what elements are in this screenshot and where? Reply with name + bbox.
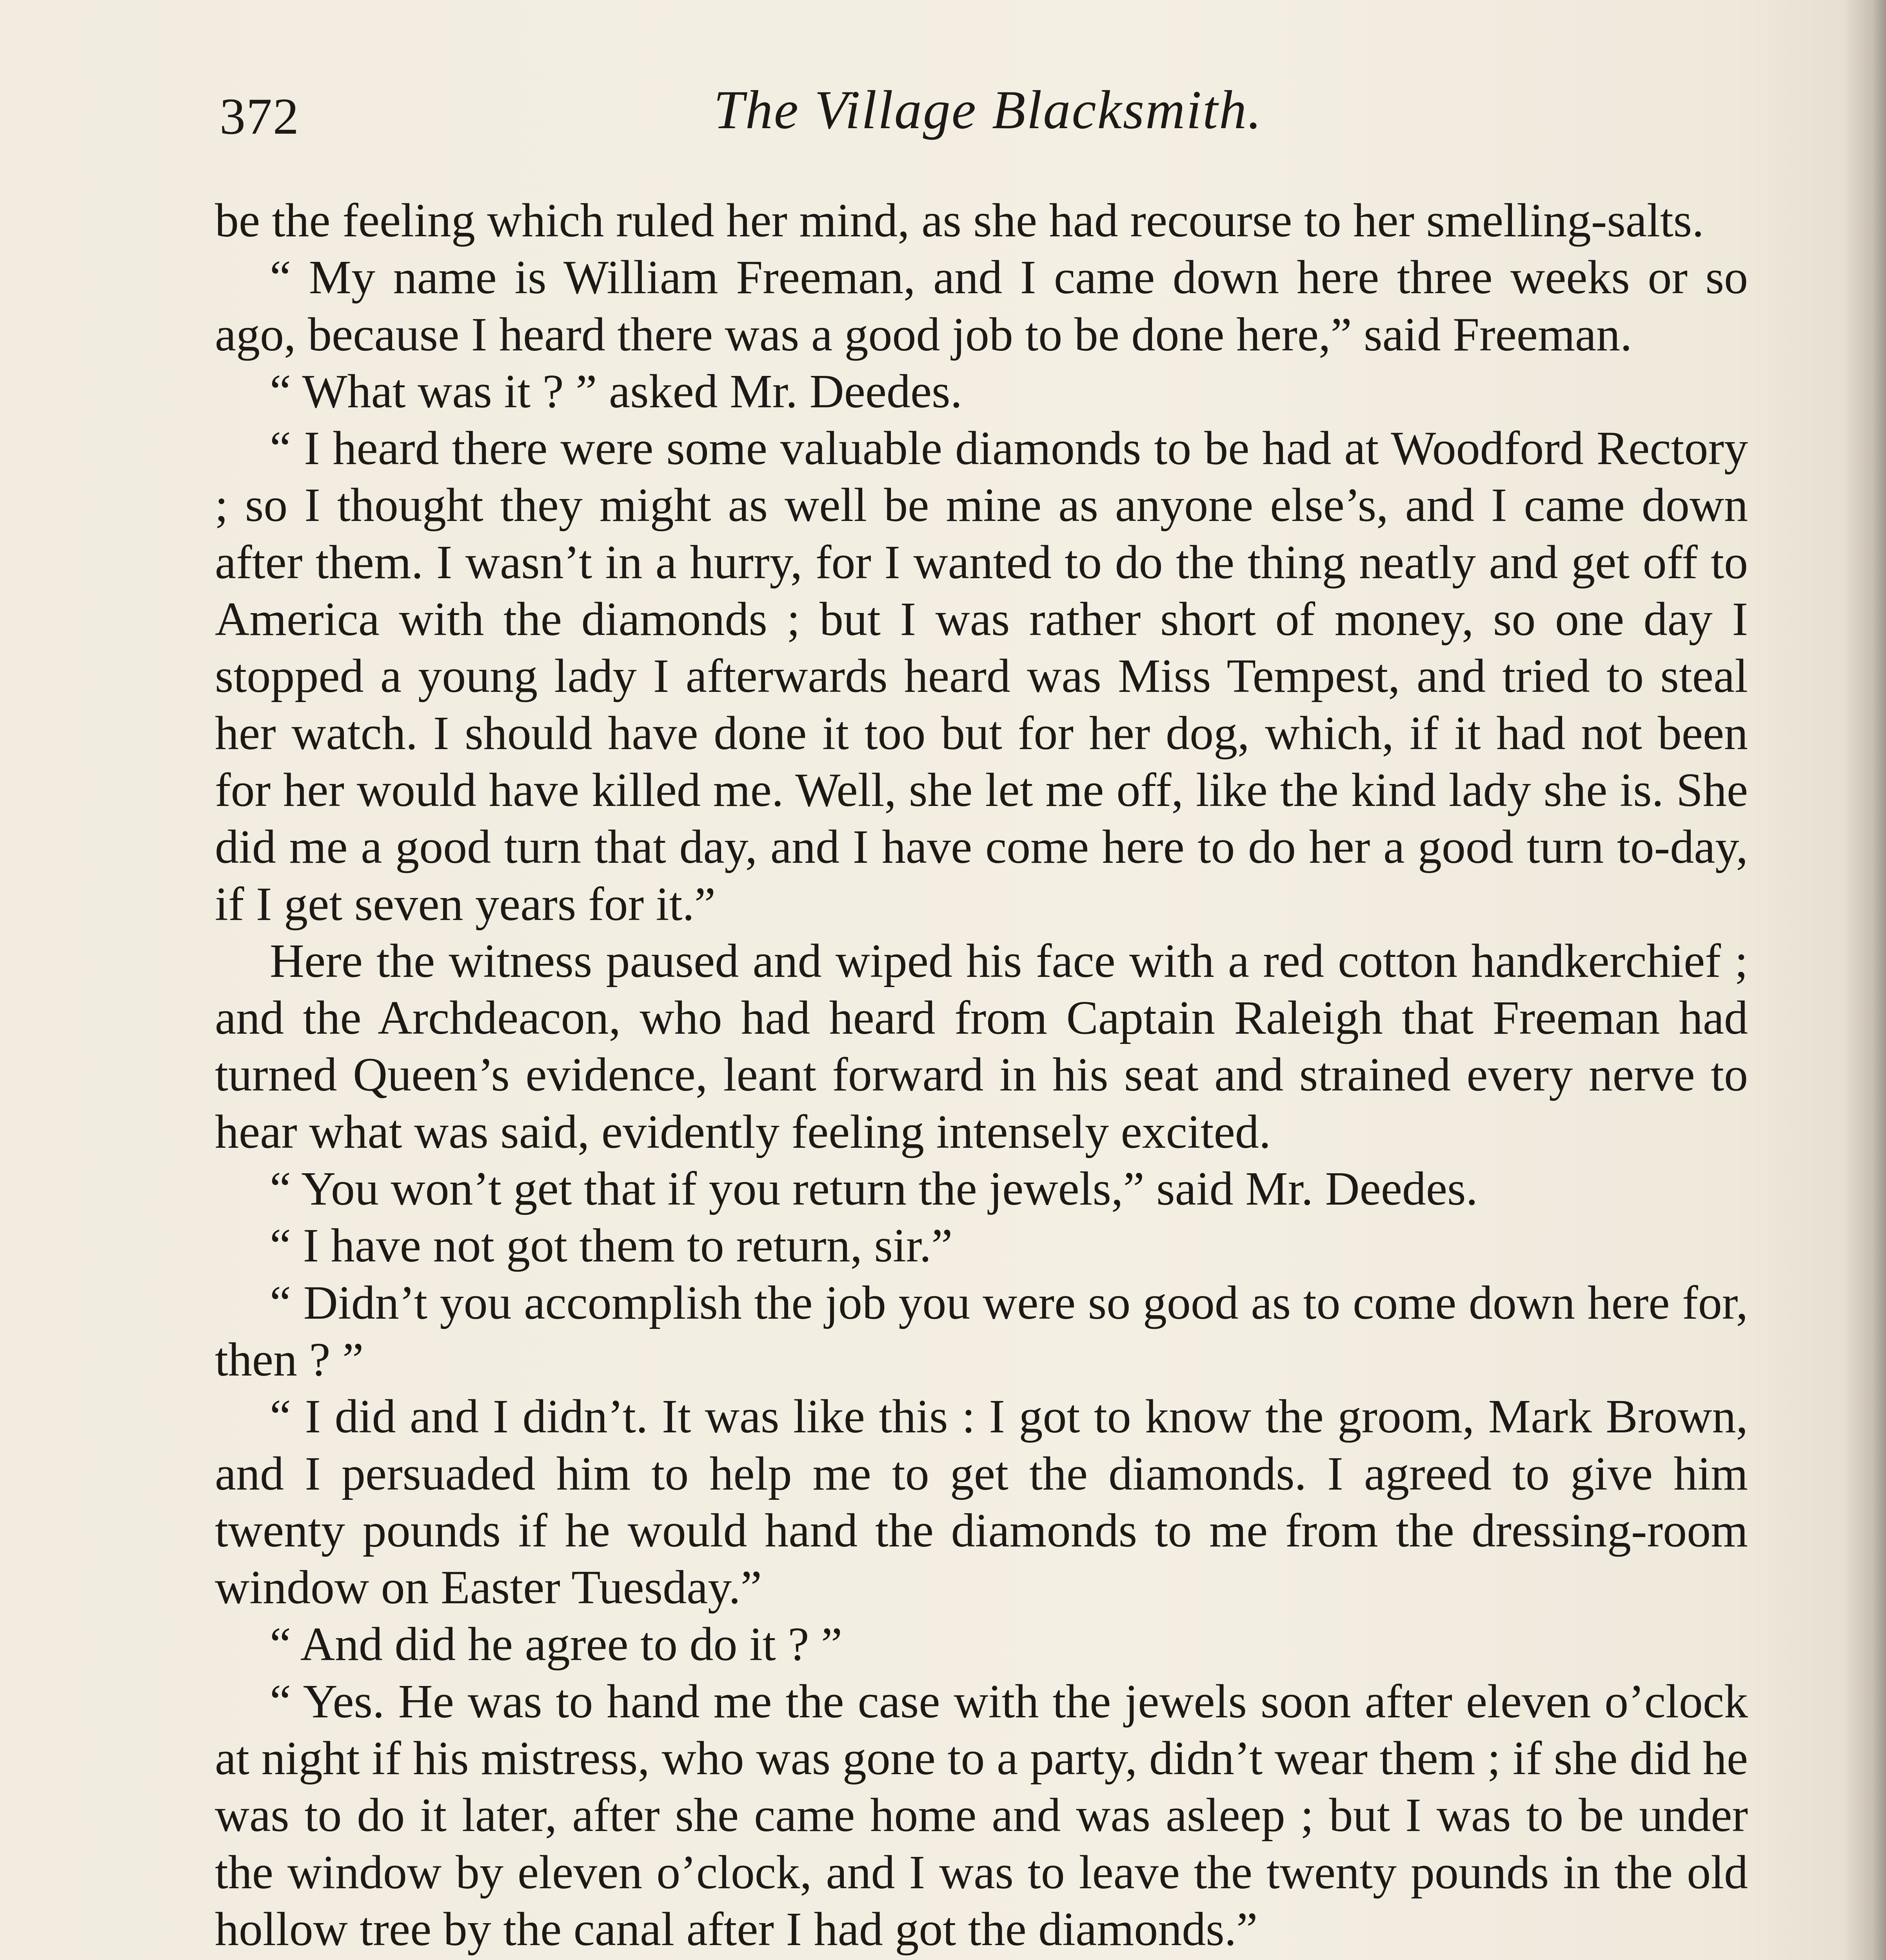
paragraph: “ Yes. He was to hand me the case with the jewels soon after eleven o’clock at night if his mistress, who was gone to a party, didn’t wear them ; if she did he was to do it later, after she came home and was asleep ; but I was to be under the window by eleven o’clock, and I was to leave the twenty pounds in the old hollow tree by the canal after I had got the diamonds.”: [215, 1675, 1748, 1956]
paragraph: “ My name is William Freeman, and I came down here three weeks or so ago, because I heard there was a good job to be done here,” said Freeman.: [215, 251, 1748, 361]
running-title: The Village Blacksmith.: [713, 80, 1263, 140]
paragraph: “ You won’t get that if you return the jewels,” said Mr. Deedes.: [270, 1162, 1478, 1216]
paragraph: “ I heard there were some valuable diamonds to be had at Woodford Rectory ; so I thought they might as well be mine as anyone else’s, and I came down after them. I wasn’t in a hurry, for I wanted to do the thing neatly and get off to America with the diamonds ; but I was rather short of money, so one day I stopped a young lady I afterwards heard was Miss Tempest, and tried to steal her watch. I should have done it too but for her dog, which, if it had not been for her would have killed me. Well, she let me off, like the kind lady she is. She did me a good turn that day, and I have come here to do her a good turn to-day, if I get seven years for it.”: [215, 422, 1748, 931]
page-number: 372: [220, 87, 300, 145]
paragraph: [215, 1958, 1748, 1960]
body-text: [215, 192, 1748, 1960]
paragraph: “ And did he agree to do it ? ”: [270, 1618, 843, 1671]
binding-shadow: [1843, 0, 1886, 1960]
paragraph: be the feeling which ruled her mind, as she had recourse to her smelling-salts.: [215, 194, 1704, 247]
page-header: [220, 78, 1757, 157]
paragraph: “ Didn’t you accomplish the job you were so good as to come down here for, then ? ”: [215, 1276, 1748, 1386]
paragraph: Here the witness paused and wiped his face with a red cotton handkerchief ; and the Archdeacon, who had heard from Captain Raleigh that Freeman had turned Queen’s evidence, leant forward in his seat and strained every nerve to hear what was said, evidently feeling intensely excited.: [215, 934, 1748, 1158]
paragraph: “ I have not got them to return, sir.”: [270, 1219, 953, 1272]
paragraph: “ What was it ? ” asked Mr. Deedes.: [270, 365, 963, 418]
paragraph: “ I did and I didn’t. It was like this : I got to know the groom, Mark Brown, and I persuaded him to help me to get the diamonds. I agreed to give him twenty pounds if he would hand the diamonds to me from the dressing-room window on Easter Tuesday.”: [215, 1390, 1748, 1614]
